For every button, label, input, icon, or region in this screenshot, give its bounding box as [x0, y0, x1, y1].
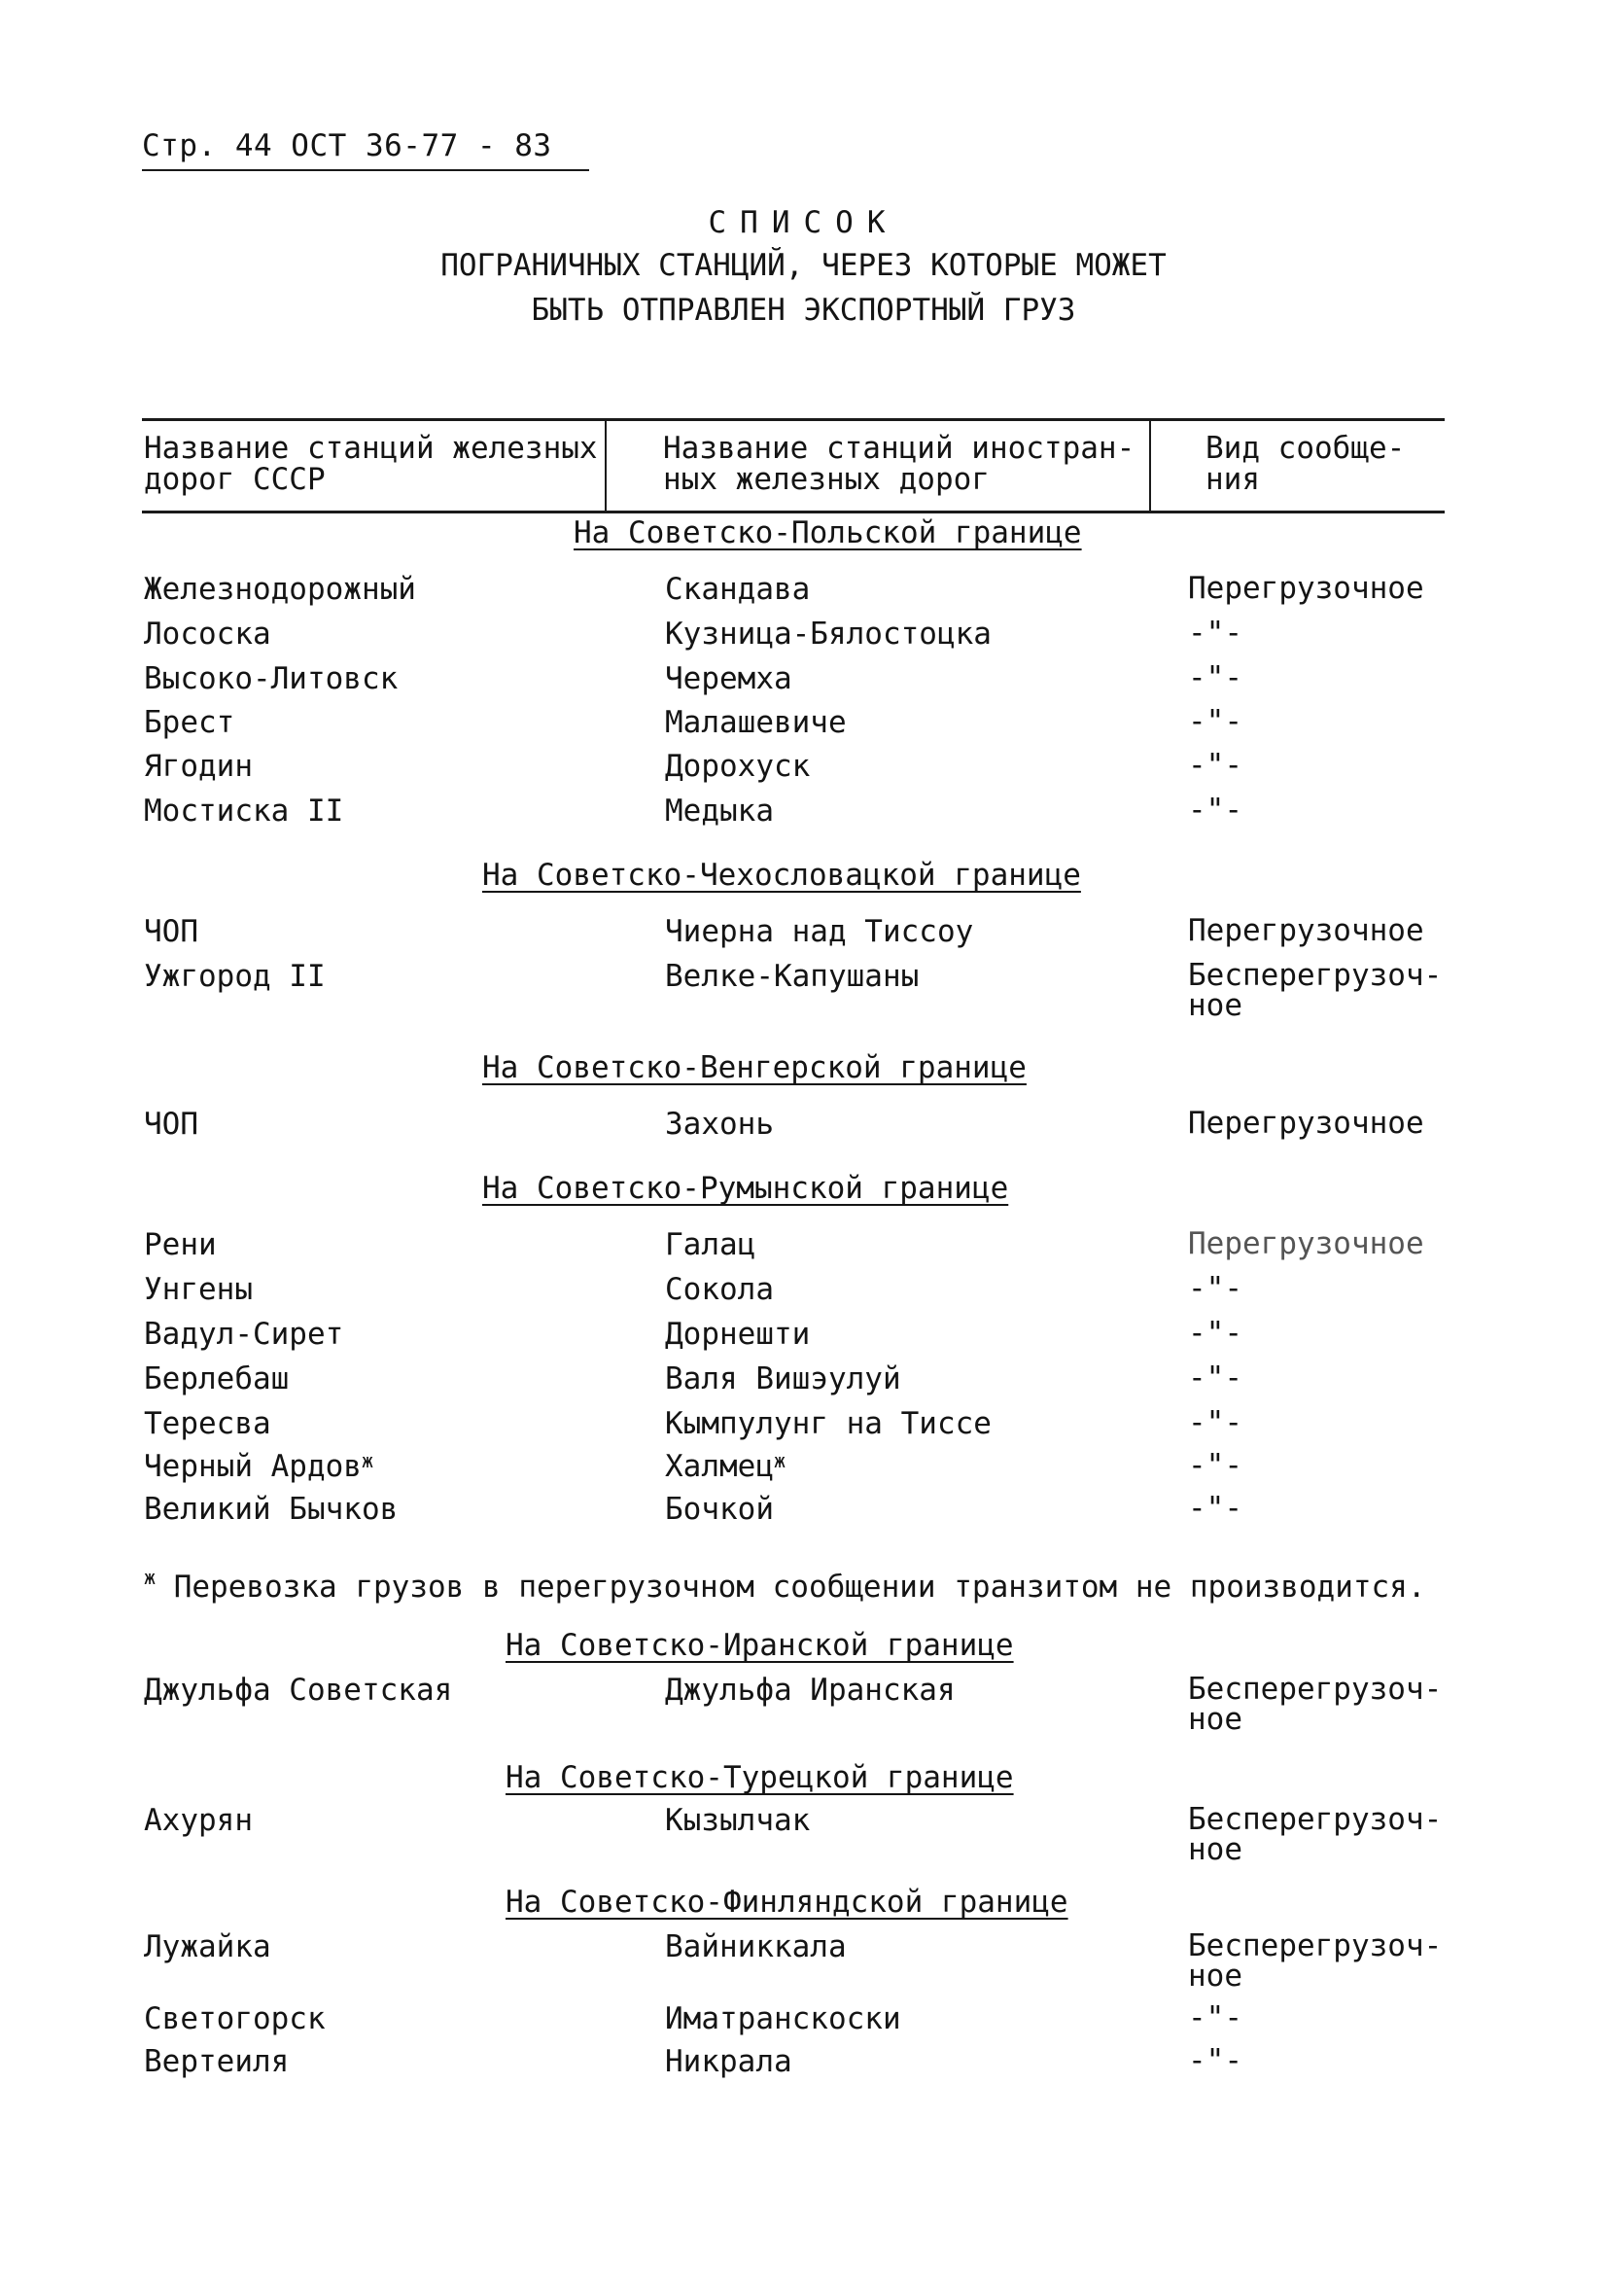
table-row	[0, 1802, 1607, 1867]
ussr-station: Великий Бычков	[144, 1492, 399, 1527]
ussr-station: Железнодорожный	[144, 572, 416, 607]
table-row	[0, 795, 1607, 834]
traffic-type: -"-	[1188, 1271, 1242, 1306]
ussr-station: Лососка	[144, 617, 271, 652]
foreign-station: Сокола	[665, 1272, 774, 1307]
ussr-station: Светогорск	[144, 2001, 326, 2036]
foreign-station: Бочкой	[665, 1492, 774, 1527]
foreign-station: Малашевиче	[665, 705, 847, 740]
page-reference: Стр. 44 ОСТ 36-77 - 83	[142, 128, 589, 171]
section-heading-turkey: На Советско-Турецкой границе	[506, 1760, 1014, 1795]
ussr-station: Джульфа Советская	[144, 1673, 453, 1708]
ussr-station: ЧОП	[144, 914, 198, 949]
table-row	[0, 660, 1607, 702]
traffic-type: -"-	[1188, 2043, 1242, 2078]
foreign-station: Скандава	[665, 572, 811, 607]
foreign-station: Вайниккала	[665, 1929, 847, 1964]
section-heading-finland: На Советско-Финляндской границе	[506, 1885, 1068, 1920]
ussr-station: Ягодин	[144, 749, 253, 784]
footnote-marker: ж	[773, 1449, 786, 1472]
footnote: $^ж$ Перевозка грузов в перегрузочном сообщении транзитом не производится.	[144, 1566, 1426, 1605]
table-row	[0, 618, 1607, 657]
ussr-station: Ахурян	[144, 1803, 253, 1838]
ussr-station: ЧОП	[144, 1107, 198, 1142]
foreign-station: Кузница-Бялостоцка	[665, 617, 992, 652]
table-row	[0, 1491, 1607, 1533]
ussr-station: Тересва	[144, 1406, 271, 1441]
column-header-foreign-stations: Название станций иностран- ных железных дорог	[607, 421, 1151, 511]
ussr-station: Вертеиля	[144, 2044, 290, 2079]
traffic-type: Перегрузочное	[1188, 571, 1424, 606]
ussr-station: Высоко-Литовск	[144, 661, 399, 696]
foreign-station: Халмец$^ж$	[665, 1449, 786, 1484]
foreign-station: Никрала	[665, 2044, 792, 2079]
foreign-station: Галац	[665, 1227, 756, 1262]
foreign-station: Кызылчак	[665, 1803, 811, 1838]
section-heading-romania: На Советско-Румынской границе	[482, 1171, 1009, 1206]
traffic-type: Бесперегрузоч- ное	[1188, 1672, 1443, 1737]
ussr-station: Мостиска II	[144, 794, 344, 829]
traffic-type: -"-	[1188, 704, 1242, 739]
table-row	[0, 1106, 1607, 1148]
table-row	[0, 2043, 1607, 2085]
foreign-station: Дорнешти	[665, 1317, 811, 1352]
title-list: СПИСОК	[708, 205, 899, 240]
ussr-station: Брест	[144, 705, 235, 740]
table-row	[0, 1360, 1607, 1402]
foreign-station: Захонь	[665, 1107, 774, 1142]
section-heading-poland: На Советско-Польской границе	[574, 515, 1082, 550]
footnote-marker: ж	[361, 1449, 374, 1472]
traffic-type: -"-	[1188, 2000, 1242, 2035]
traffic-type: Перегрузочное	[1188, 1226, 1424, 1261]
ussr-station: Черный Ардов$^ж$	[144, 1449, 374, 1484]
column-header-ussr-stations: Название станций железных дорог СССР	[142, 421, 607, 511]
foreign-station: Кымпулунг на Тиссе	[665, 1406, 992, 1441]
foreign-station: Дорохуск	[665, 749, 811, 784]
table-row	[0, 958, 1607, 1023]
ussr-station: Берлебаш	[144, 1361, 290, 1396]
table-row	[0, 1928, 1607, 1994]
table-row	[0, 1226, 1607, 1268]
foreign-station: Медыка	[665, 794, 774, 829]
foreign-station: Джульфа Иранская	[665, 1673, 956, 1708]
ussr-station: Лужайка	[144, 1929, 271, 1964]
section-heading-iran: На Советско-Иранской границе	[506, 1628, 1014, 1663]
traffic-type: -"-	[1188, 616, 1242, 651]
table-row	[0, 704, 1607, 746]
traffic-type: -"-	[1188, 1360, 1242, 1395]
table-row	[0, 1316, 1607, 1358]
traffic-type: Перегрузочное	[1188, 1106, 1424, 1141]
table-row	[0, 1271, 1607, 1313]
foreign-station: Валя Вишэулуй	[665, 1361, 901, 1396]
traffic-type: -"-	[1188, 1448, 1242, 1483]
traffic-type: -"-	[1188, 748, 1242, 783]
foreign-station: Иматранскоски	[665, 2001, 901, 2036]
traffic-type: -"-	[1188, 1316, 1242, 1351]
ussr-station: Унгены	[144, 1272, 253, 1307]
title-line-3: БЫТЬ ОТПРАВЛЕН ЭКСПОРТНЫЙ ГРУЗ	[531, 293, 1076, 328]
table-row	[0, 748, 1607, 790]
traffic-type: Бесперегрузоч- ное	[1188, 1802, 1443, 1867]
traffic-type: -"-	[1188, 1405, 1242, 1440]
table-row	[0, 571, 1607, 613]
title-line-2: ПОГРАНИЧНЫХ СТАНЦИЙ, ЧЕРЕЗ КОТОРЫЕ МОЖЕТ	[440, 248, 1167, 283]
section-heading-hungary: На Советско-Венгерской границе	[482, 1050, 1027, 1085]
traffic-type: Бесперегрузоч- ное	[1188, 1928, 1443, 1994]
traffic-type: -"-	[1188, 1491, 1242, 1526]
traffic-type: Бесперегрузоч- ное	[1188, 958, 1443, 1023]
table-row	[0, 913, 1607, 955]
foreign-station: Черемха	[665, 661, 792, 696]
ussr-station: Ужгород II	[144, 959, 326, 994]
ussr-station: Вадул-Сирет	[144, 1317, 344, 1352]
table-row	[0, 1405, 1607, 1447]
foreign-station: Велке-Капушаны	[665, 959, 920, 994]
foreign-station: Чиерна над Тиссоу	[665, 914, 974, 949]
table-row	[0, 1672, 1607, 1737]
footnote-marker: ж	[144, 1566, 157, 1589]
ussr-station: Рени	[144, 1227, 217, 1262]
column-header-traffic-type: Вид сообще- ния	[1205, 431, 1406, 497]
section-heading-czechoslovakia: На Советско-Чехословацкой границе	[482, 858, 1081, 893]
table-row	[0, 1448, 1607, 1490]
traffic-type: -"-	[1188, 793, 1242, 828]
table-row	[0, 2000, 1607, 2042]
traffic-type: -"-	[1188, 660, 1242, 695]
table-header	[142, 418, 1445, 513]
traffic-type: Перегрузочное	[1188, 913, 1424, 948]
